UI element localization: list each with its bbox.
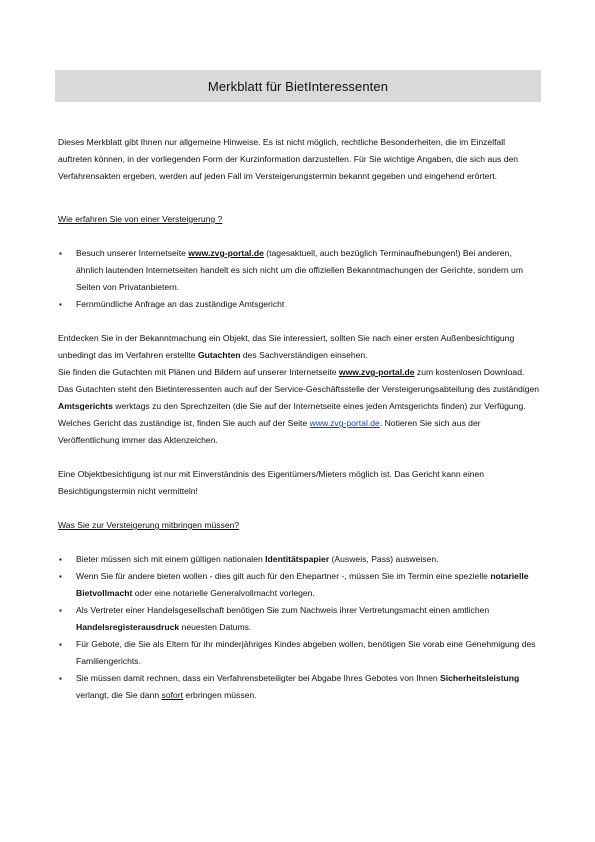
list-item-text: erbringen müssen. [183,690,257,700]
document-body [58,134,540,721]
list-item [58,296,540,313]
paragraph-text: Entdecken Sie in der Bekanntmachung ein Objekt, das Sie interessiert, sollten Sie nach einer ersten Außenbesichtigung unbedingt das im Verfahren erstellte [58,333,515,360]
list-item-text: Als Vertreter einer Handelsgesellschaft benötigen Sie zum Nachweis ihrer Vertretungsmacht einen amtlichen [76,605,490,615]
list-item-bold: notarielle Bietvollmacht [76,571,529,598]
list-item-bold: Handelsregisterausdruck [76,622,180,632]
bullet-icon: ▪ [59,572,62,581]
list-item-text: Bieter müssen sich mit einem gültigen nationalen [76,554,266,564]
section-heading-what-to-bring: Was Sie zur Versteigerung mitbringen müssen? [58,520,240,530]
zvg-portal-link[interactable]: www.zvg-portal.de [309,418,380,428]
list-item-text: (tagesaktuell, auch bezüglich Terminaufhebungen!) Bei anderen, ähnlich lautenden Internetseiten handelt es sich nicht um die offiziellen Bekanntmachungen der Gerichte, sondern um Seiten von Privatanbietern. [76,248,523,292]
paragraph-text: des Sachverständigen einsehen. [240,350,368,360]
list-item [58,568,540,602]
paragraph-text: . Notieren Sie sich aus der Veröffentlichung immer das Aktenzeichen. [58,418,481,445]
list-item-text: oder eine notarielle Generalvollmacht vorlegen. [132,588,315,598]
bullet-icon: ▪ [59,555,62,564]
title-banner [55,70,541,102]
list-item-bold: Identitätspapier [265,554,330,564]
bullet-icon: ▪ [59,249,62,258]
bullet-icon: ▪ [59,606,62,615]
list-item [58,551,540,568]
paragraph-bold: Amtsgerichts [58,401,113,411]
list-item-underlined: sofort [161,690,184,700]
paragraph-text: zum kostenlosen Download. Das Gutachten steht den Bietinteressenten auch auf der Service-Geschäftsstelle der Versteigerungsabteilung des zuständigen [58,367,540,394]
zvg-portal-link[interactable]: www.zvg-portal.de [188,248,264,258]
gutachten-paragraph [58,330,540,364]
paragraph-text: Sie finden die Gutachten mit Plänen und Bildern auf unserer Internetseite [58,367,339,377]
list-item [58,602,540,636]
list-item-text: Wenn Sie für andere bieten wollen - dies gilt auch für den Ehepartner -, müssen Sie im Termin eine spezielle [76,571,491,581]
paragraph-text: werktags zu den Sprechzeiten (die Sie auf der Internetseite eines jeden Amtsgerichts finden) zur Verfügung. Welches Gericht das zuständige ist, finden Sie auch auf der Seite [58,401,526,428]
list-item-text: Sie müssen damit rechnen, dass ein Verfahrensbeteiligter bei Abgabe Ihres Gebotes von Ihnen [76,673,441,683]
list-item-text: (Ausweis, Pass) ausweisen. [329,554,439,564]
requirements-list [58,551,540,704]
zvg-portal-link[interactable]: www.zvg-portal.de [338,367,415,377]
list-item-text: Für Gebote, die Sie als Eltern für ihr minderjähriges Kindes abgeben wollen, benötigen Sie vorab eine Genehmigung des Familiengerichts. [76,639,536,666]
list-item-text: Besuch unserer Internetseite [76,248,189,258]
list-item-text: verlangt, die Sie dann [76,690,162,700]
list-item-bold: Sicherheitsleistung [440,673,520,683]
besichtigung-paragraph: Eine Objektbesichtigung ist nur mit Einverständnis des Eigentümers/Mieters möglich ist. Das Gericht kann einen Besichtigungstermin nicht vermitteln! [58,469,485,496]
list-item-text: Fernmündliche Anfrage an das zuständige Amtsgericht [76,299,285,309]
bullet-icon: ▪ [59,300,62,309]
bullet-icon: ▪ [59,640,62,649]
page-title: Merkblatt für BietInteressenten [207,78,389,94]
download-paragraph [58,364,540,449]
intro-paragraph: Dieses Merkblatt gibt Ihnen nur allgemeine Hinweise. Es ist nicht möglich, rechtliche Besonderheiten, die im Einzelfall auftreten können, in der vorliegenden Form der Kurzinformation darzustellen. Für Sie wichtige Angaben, die sich aus den Verfahrensakten ergeben, werden auf jeden Fall im Versteigerungstermin bekannt gegeben und eingehend erörtert. [58,137,519,181]
list-item [58,670,540,704]
bullet-icon: ▪ [59,674,62,683]
list-item [58,245,540,296]
info-source-list [58,245,540,313]
list-item [58,636,540,670]
list-item-text: neuesten Datums. [179,622,252,632]
section-heading-how-to-learn: Wie erfahren Sie von einer Versteigerung ? [58,214,223,224]
paragraph-bold: Gutachten [197,350,241,360]
